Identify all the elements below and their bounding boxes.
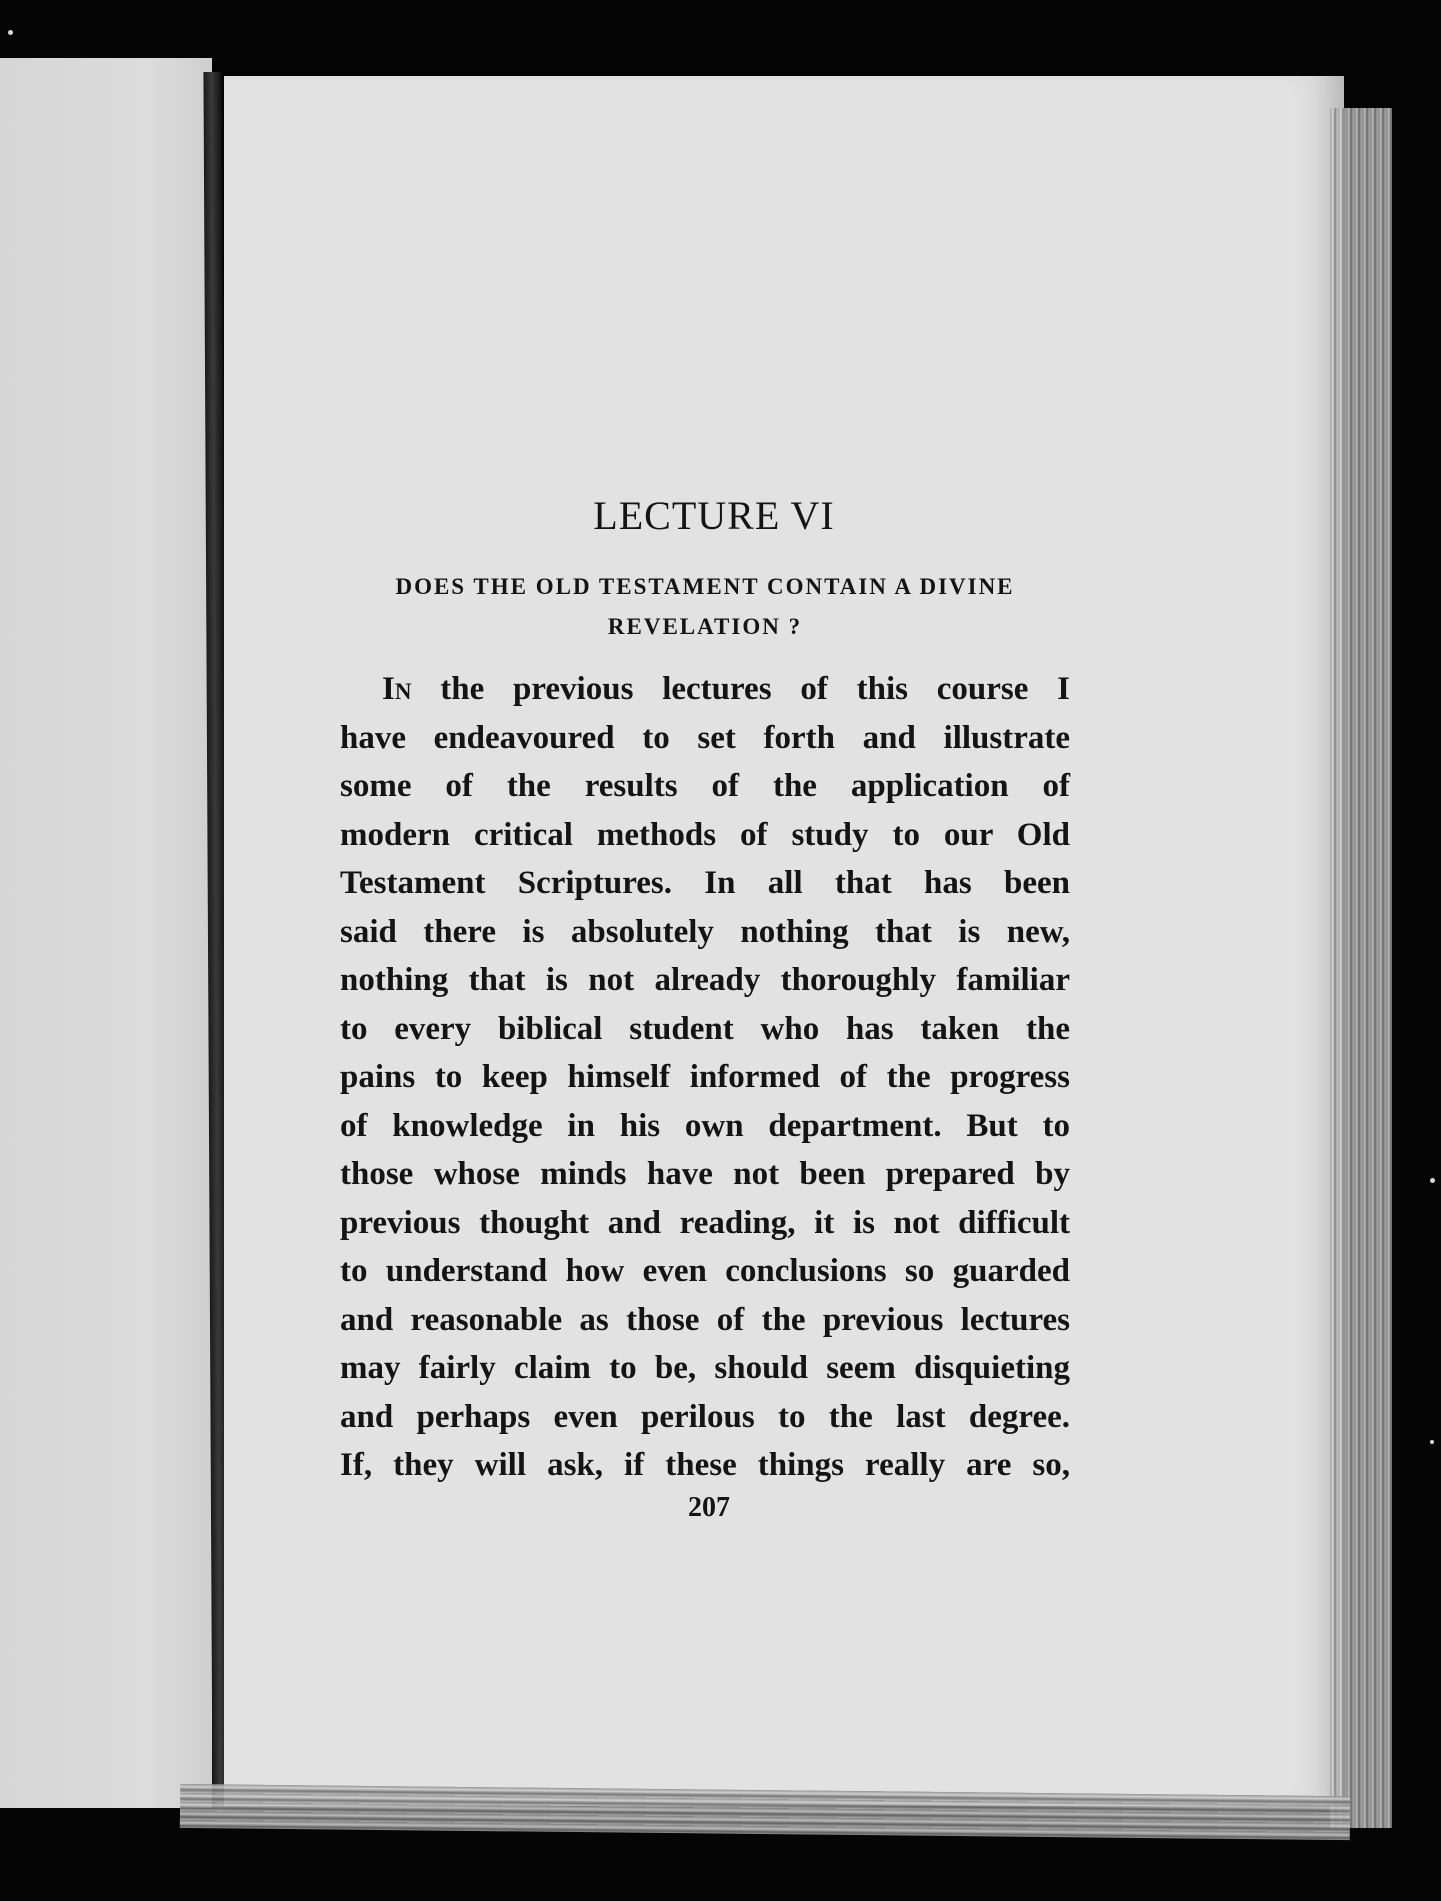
body-line: of knowledge in his own department. But to [340,1107,1070,1144]
dust-speck [8,30,13,35]
page-number: 207 [688,1491,730,1523]
body-line: nothing that is not already thoroughly familiar [340,962,1070,998]
body-line: and perhaps even perilous to the last degree. [340,1398,1070,1435]
dust-speck [1430,1440,1434,1444]
body-line: Testament Scriptures. In all that has been [340,865,1070,901]
dust-speck [1430,1178,1435,1183]
body-line: modern critical methods of study to our Old [340,816,1070,853]
page-content [340,492,1070,1524]
left-facing-page [0,58,212,1808]
body-line: previous thought and reading, it is not difficult [340,1204,1070,1241]
body-line: and reasonable as those of the previous lectures [340,1301,1070,1338]
body-line: to every biblical student who has taken the [340,1010,1070,1047]
drop-word: In [382,671,412,707]
body-line: some of the results of the application of [340,768,1070,804]
body-line: pains to keep himself informed of the progress [340,1059,1070,1095]
lecture-subtitle [340,567,1070,647]
body-line-1-text: the previous lectures of this course I [440,671,1070,707]
body-paragraph [340,665,1070,1490]
body-line: to understand how even conclusions so guarded [340,1253,1070,1289]
lecture-title: LECTURE VI [593,493,835,538]
page-stack-right-edge [1330,108,1392,1828]
lecture-subtitle-line-2: REVELATION ? [607,614,803,639]
body-line: If, they will ask, if these things really are so, [340,1447,1070,1483]
body-line: those whose minds have not been prepared by [340,1156,1070,1192]
lecture-subtitle-line-1: DOES THE OLD TESTAMENT CONTAIN A DIVINE [395,574,1015,599]
body-line: have endeavoured to set forth and illustrate [340,719,1070,756]
body-line-1 [340,665,1070,714]
body-line: may fairly claim to be, should seem disquieting [340,1350,1070,1386]
body-line: said there is absolutely nothing that is new, [340,913,1070,950]
